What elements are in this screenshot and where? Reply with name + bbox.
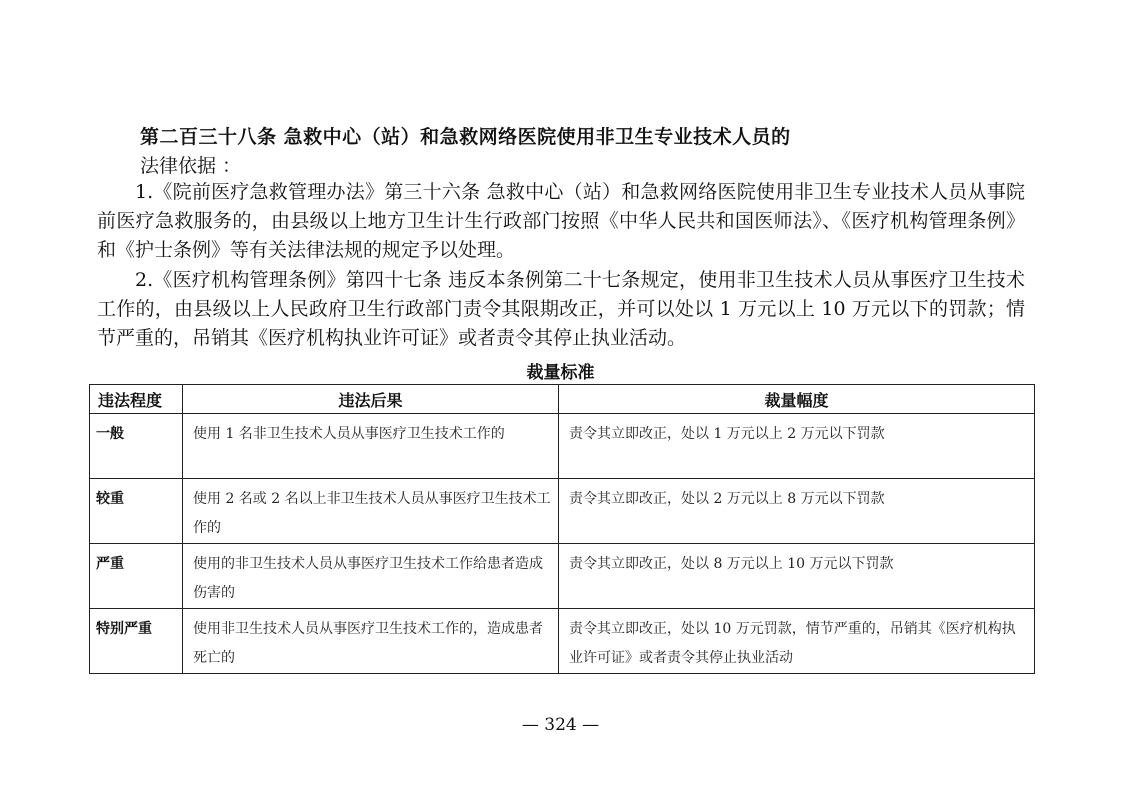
table-row [90,609,1035,674]
table-row [90,479,1035,544]
row-consequence: 使用 1 名非卫生技术人员从事医疗卫生技术工作的 [183,414,559,479]
row-consequence: 使用的非卫生技术人员从事医疗卫生技术工作给患者造成伤害的 [183,544,559,609]
header-level: 违法程度 [90,385,183,414]
table-row [90,414,1035,479]
row-penalty: 责令其立即改正，处以 2 万元以上 8 万元以下罚款 [559,479,1035,544]
legal-clause-1: 1.《院前医疗急救管理办法》第三十六条 急救中心（站）和急救网络医院使用非卫生专业技术人员从事院前医疗急救服务的，由县级以上地方卫生计生行政部门按照《中华人民共和国医师法》、《医疗机构管理条例》和《护士条例》等有关法律法规的规定予以处理。 [97,181,1025,261]
table-header-row [90,385,1035,414]
row-level: 较重 [90,479,183,544]
page-number: — 324 — [521,715,600,735]
row-penalty: 责令其立即改正，处以 8 万元以上 10 万元以下罚款 [559,544,1035,609]
row-level: 一般 [90,414,183,479]
discretion-standard-table [89,384,1035,674]
row-consequence: 使用 2 名或 2 名以上非卫生技术人员从事医疗卫生技术工作的 [183,479,559,544]
header-consequence: 违法后果 [183,385,559,414]
row-consequence: 使用非卫生技术人员从事医疗卫生技术工作的，造成患者死亡的 [183,609,559,674]
row-penalty: 责令其立即改正，处以 1 万元以上 2 万元以下罚款 [559,414,1035,479]
legal-basis-label: 法律依据 ： [140,155,242,177]
row-penalty: 责令其立即改正，处以 10 万元罚款，情节严重的，吊销其《医疗机构执业许可证》或者责令其停止执业活动 [559,609,1035,674]
row-level: 严重 [90,544,183,609]
row-level: 特别严重 [90,609,183,674]
header-penalty: 裁量幅度 [559,385,1035,414]
article-title: 第二百三十八条 急救中心（站）和急救网络医院使用非卫生专业技术人员的 [140,126,791,148]
table-row [90,544,1035,609]
legal-clause-2: 2.《医疗机构管理条例》第四十七条 违反本条例第二十七条规定，使用非卫生技术人员从事医疗卫生技术工作的，由县级以上人民政府卫生行政部门责令其限期改正，并可以处以 1 万元以上 10 万元以下的罚款；情节严重的，吊销其《医疗机构执业许可证》或者责令其停止执业活动。 [97,269,1025,349]
table-caption: 裁量标准 [526,363,595,383]
